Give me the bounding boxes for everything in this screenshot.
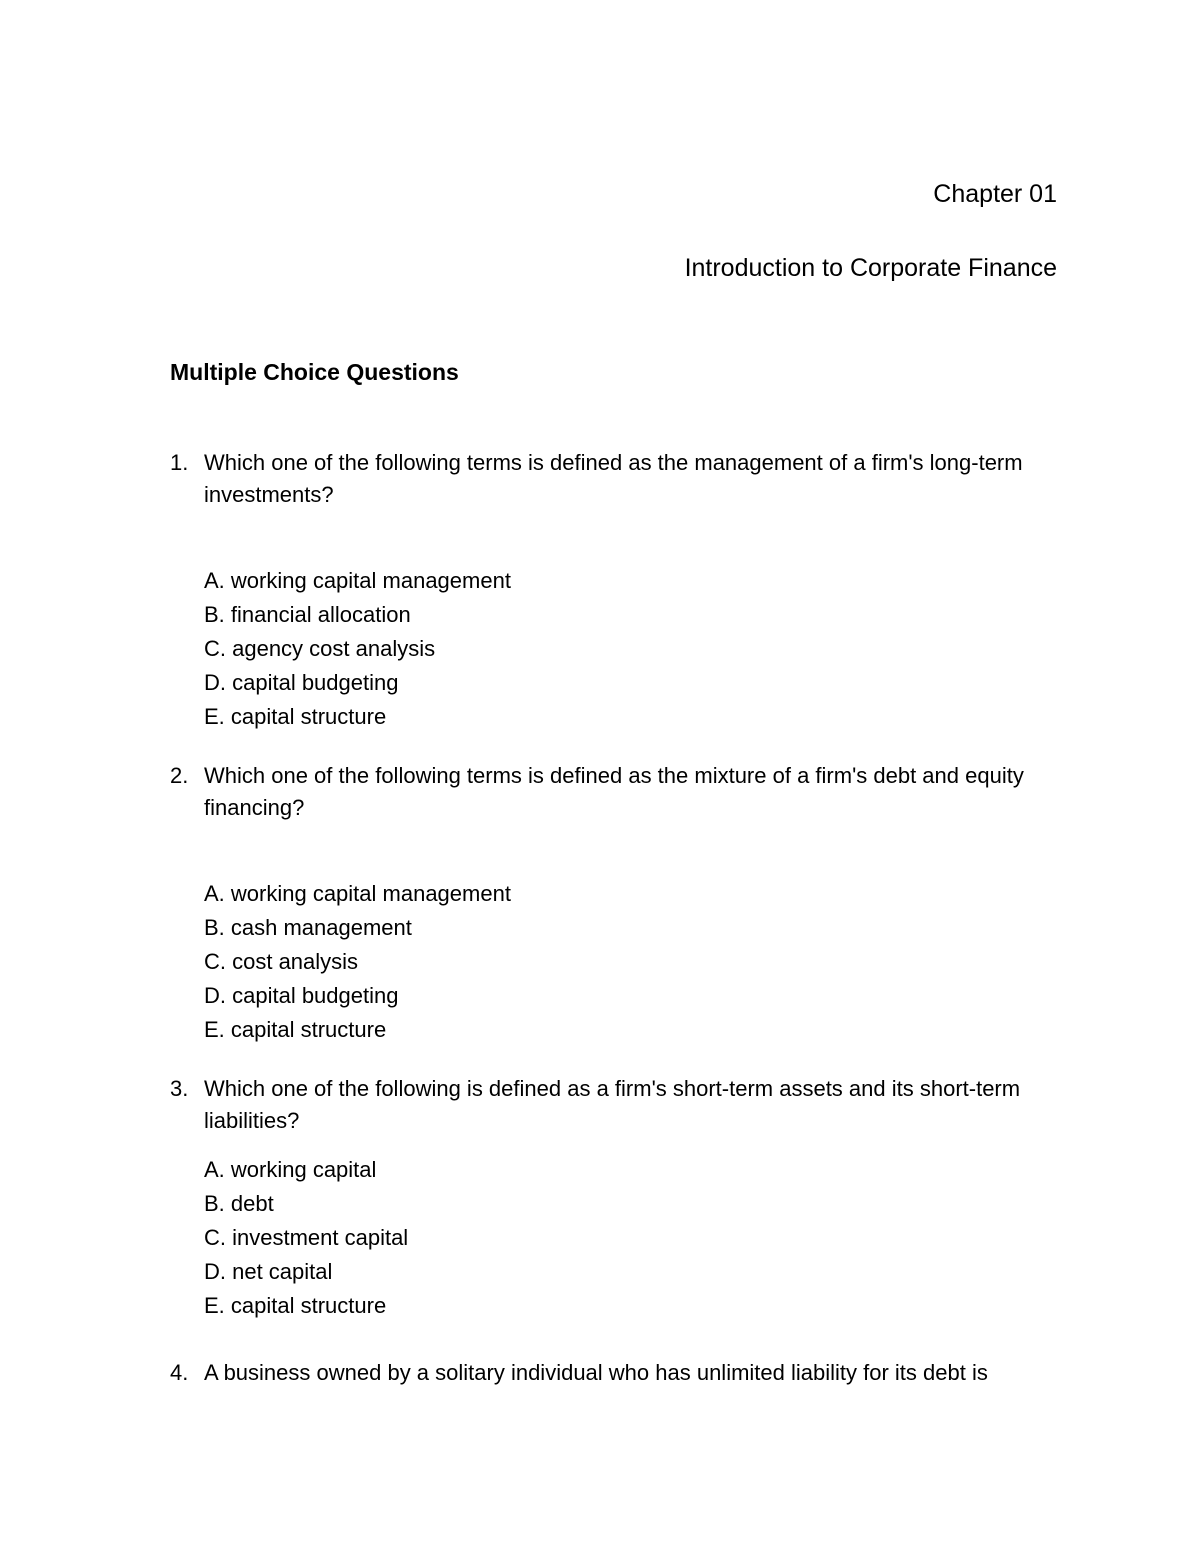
answer-option-e: E. capital structure xyxy=(204,1017,387,1042)
answer-options xyxy=(204,877,1060,1047)
document-title: Introduction to Corporate Finance xyxy=(684,254,1057,282)
question-text: Which one of the following terms is defined as the mixture of a firm's debt and equity financing? xyxy=(204,763,1024,820)
question-text: A business owned by a solitary individual who has unlimited liability for its debt is xyxy=(204,1360,988,1385)
question-number: 4. xyxy=(170,1360,189,1385)
question-text: Which one of the following is defined as a firm's short-term assets and its short-term liabilities? xyxy=(204,1076,1021,1133)
question-text: Which one of the following terms is defined as the management of a firm's long-term investments? xyxy=(204,450,1023,507)
section-heading: Multiple Choice Questions xyxy=(170,359,459,385)
question-number: 2. xyxy=(170,763,189,788)
answer-options xyxy=(204,1153,1060,1323)
question-number: 3. xyxy=(170,1076,189,1101)
answer-options xyxy=(204,564,1060,734)
answer-option-a: A. working capital management xyxy=(204,568,511,593)
question-2 xyxy=(170,760,1060,1047)
answer-option-a: A. working capital xyxy=(204,1157,377,1182)
answer-option-c: C. investment capital xyxy=(204,1225,409,1250)
answer-option-a: A. working capital management xyxy=(204,881,511,906)
question-1 xyxy=(170,447,1060,734)
chapter-label: Chapter 01 xyxy=(933,180,1057,208)
answer-option-b: B. debt xyxy=(204,1191,274,1216)
answer-option-d: D. capital budgeting xyxy=(204,983,399,1008)
answer-option-c: C. cost analysis xyxy=(204,949,359,974)
answer-option-b: B. cash management xyxy=(204,915,412,940)
answer-option-b: B. financial allocation xyxy=(204,602,411,627)
answer-option-e: E. capital structure xyxy=(204,704,387,729)
answer-option-c: C. agency cost analysis xyxy=(204,636,436,661)
question-number: 1. xyxy=(170,450,189,475)
question-4 xyxy=(170,1357,1060,1389)
answer-option-e: E. capital structure xyxy=(204,1293,387,1318)
answer-option-d: D. net capital xyxy=(204,1259,333,1284)
answer-option-d: D. capital budgeting xyxy=(204,670,399,695)
question-3 xyxy=(170,1073,1060,1323)
